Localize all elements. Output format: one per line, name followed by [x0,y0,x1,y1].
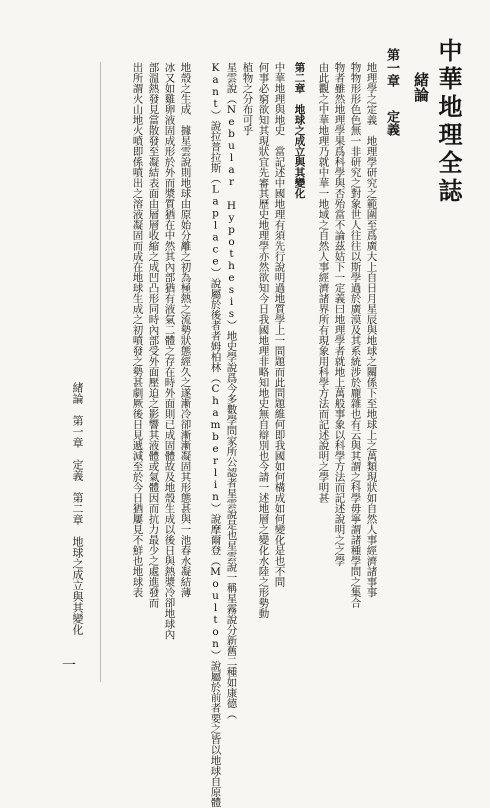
chapter2-heading: 第二章 地球之成立與其變化 [293,62,306,199]
chapter2-line-5: Kant）說拉普拉斯（Laplace）說屬於後者者姆柏林（Chamberlin）說摩爾登（Moulton）說屬於前者要之皆以地球自原體 [209,62,222,808]
chapter1-line-2: 物物形形色色無一非研究之對象世人往往以斯學過於廣漠及其系統涉於龐雜也有云與其謂之科學毋寧謂諸種學問之集合 [349,62,362,608]
chapter2-line-3: 植物之分布可乎 [241,62,254,136]
running-footer: 緒論 第一章 定義 第二章 地球之成立與其變化 [71,382,84,635]
chapter1-line-1: 地理學之定義 地理學研究之範圍至爲廣大上自日月星辰與地球之關係下至地球上之萬類現狀如自然人事經濟諸事事 [365,62,378,598]
chapter2-line-9: 出所謂火山地火噴即係噴出之溶液凝固而成在地球生成之初噴發之勢甚劇厥後日見遞減至於今日猶屢見不鮮也地球表 [131,62,144,598]
footer-rule [100,62,101,682]
chapter2-line-4: 星雲說（Nebular Hypothesis）地史學說爲今多數學問家所公認者星雲說是也星雲說一稱星霧說分新舊二種如康德（ [225,62,238,719]
chapter1-line-4: 由此觀之中華地理乃就中華一地域之自然人事經濟諸界所有現象用科學方法而記述說明之學明甚 [317,62,330,503]
chapter2-line-1: 中華地理與地史 當記述中國地理有須先行說明過地質學上一問題而此問題維何即我國如何構成如何變化是也不問 [273,62,286,587]
book-title: 中華地理全誌 [434,38,463,206]
chapter2-line-8: 部溫熱發見當散發至凝結表面由層層收縮之成凹凸形同時內部受外面壓迫之影響其液體或氣體因而抗力最少之處進發而 [147,62,160,608]
chapter2-line-2: 何事必窮欲知其現狀宜先審其歷史地理學亦然欲知今日我國地理非略知地史無自辯別也今請一述地層之變化水陸之形勢動 [257,62,270,619]
chapter2-line-7: 冰又如雞卵液固成形於外而漿質猶在中然其內部猶有液氣二體之存在時外面則已成固體故及地殼生成以後日與熱漿冷卻地球內 [163,62,176,640]
chapter1-heading-suffix: 定義 [384,110,399,136]
section-label: 緒論 [412,72,430,102]
chapter2-line-6: 地殼之生成 據星雲說則地球由原始分離之初為極熱之流勢狀態經久之遂漸冷卻漸漸凝固其形態甚與一池春水凝結薄 [179,62,192,598]
chapter1-line-3: 物者雖然地理學果爲科學與否殆當不論茲姑下一定義曰地理學者就地上萬般事象以科學方法而記述說明之之學 [333,62,346,566]
page-number: 一 [62,658,76,674]
chapter1-heading: 第一章 [384,48,399,87]
